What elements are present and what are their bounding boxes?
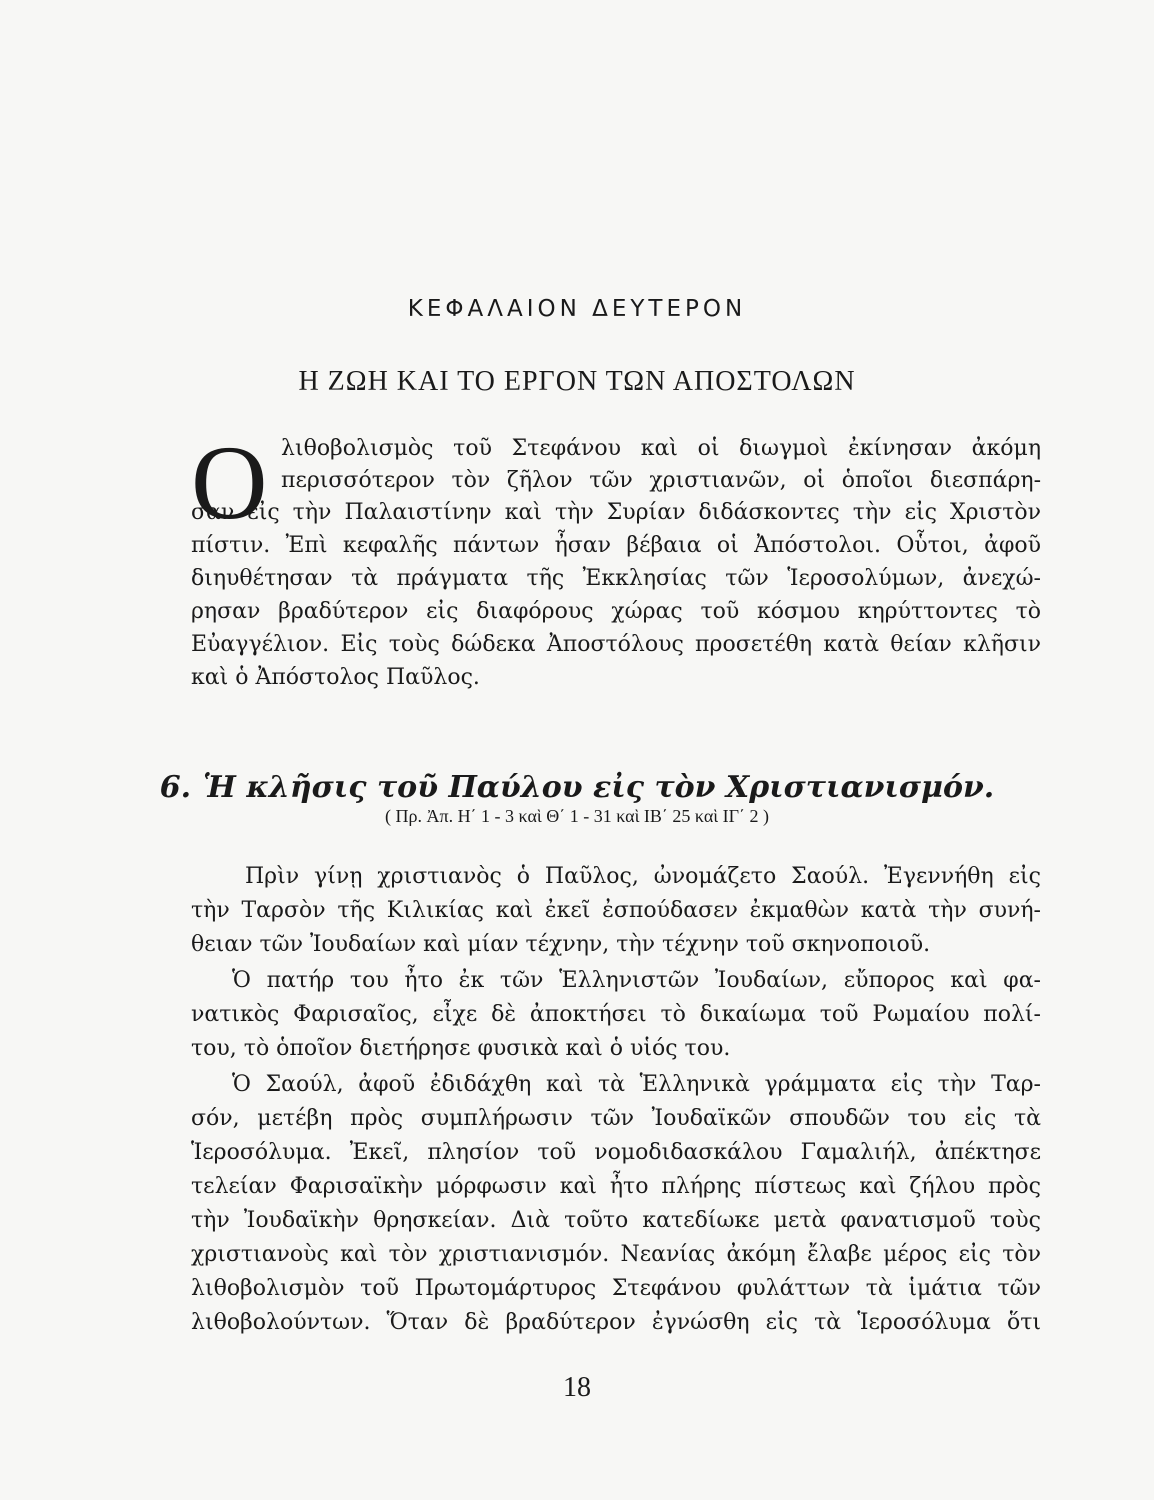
text-line: Ὁ Σαούλ, ἀφοῦ ἐδιδάχθη καὶ τὰ Ἑλληνικὰ γράμματα εἰς τὴν Ταρ- [232, 1072, 1041, 1097]
text-line: του, τὸ ὁποῖον διετήρησε φυσικὰ καὶ ὁ υἱός του. [191, 1036, 731, 1061]
text-line: τὴν Ἰουδαϊκὴν θρησκείαν. Διὰ τοῦτο κατεδίωκε μετὰ φανατισμοῦ τοὺς [191, 1208, 1041, 1233]
drop-cap: Ο [191, 424, 268, 541]
text-line: θειαν τῶν Ἰουδαίων καὶ μίαν τέχνην, τὴν τέχνην τοῦ σκηνοποιοῦ. [191, 932, 931, 957]
text-line: λιθοβολισμὸς τοῦ Στεφάνου καὶ οἱ διωγμοὶ ἐκίνησαν ἀκόμη [281, 436, 1041, 461]
chapter-heading: ΚΕΦΑΛΑΙΟΝ ΔΕΥΤΕΡΟΝ [407, 296, 747, 322]
section-number: 6. [159, 770, 192, 805]
text-line: λιθοβολισμὸν τοῦ Πρωτομάρτυρος Στεφάνου φυλάττων τὰ ἱμάτια τῶν [191, 1276, 1041, 1301]
text-line: νατικὸς Φαρισαῖος, εἶχε δὲ ἀποκτήσει τὸ δικαίωμα τοῦ Ρωμαίου πολί- [191, 1002, 1041, 1027]
chapter-title: Η ΖΩΗ ΚΑΙ ΤΟ ΕΡΓΟΝ ΤΩΝ ΑΠΟΣΤΟΛΩΝ [298, 366, 856, 397]
text-line: Εὐαγγέλιον. Εἰς τοὺς δώδεκα Ἀποστόλους προσετέθη κατὰ θείαν κλῆσιν [191, 632, 1041, 657]
text-line: λιθοβολούντων. Ὅταν δὲ βραδύτερον ἐγνώσθη εἰς τὰ Ἱεροσόλυμα ὅτι [191, 1310, 1041, 1335]
text-line: περισσότερον τὸν ζῆλον τῶν χριστιανῶν, οἱ ὁποῖοι διεσπάρη- [281, 468, 1041, 493]
text-line: πίστιν. Ἐπὶ κεφαλῆς πάντων ἦσαν βέβαια οἱ Ἀπόστολοι. Οὗτοι, ἀφοῦ [191, 533, 1041, 558]
text-line: τὴν Ταρσὸν τῆς Κιλικίας καὶ ἐκεῖ ἐσπούδασεν ἐκμαθὼν κατὰ τὴν συνή- [191, 898, 1041, 923]
text-line: ρησαν βραδύτερον εἰς διαφόρους χώρας τοῦ κόσμου κηρύττοντες τὸ [191, 599, 1041, 624]
section-title [0, 770, 1154, 805]
section-title-text: Ἡ κλῆσις τοῦ Παύλου εἰς τὸν Χριστιανισμόν. [203, 770, 995, 805]
section-reference: ( Πρ. Ἀπ. Η΄ 1 - 3 καὶ Θ΄ 1 - 31 καὶ ΙΒ΄ 25 καὶ ΙΓ΄ 2 ) [385, 806, 769, 826]
text-line: Ἱεροσόλυμα. Ἐκεῖ, πλησίον τοῦ νομοδιδασκάλου Γαμαλιήλ, ἀπέκτησε [191, 1140, 1041, 1165]
text-line: Ὁ πατήρ του ἦτο ἐκ τῶν Ἑλληνιστῶν Ἰουδαίων, εὔπορος καὶ φα- [232, 968, 1041, 993]
text-line: διηυθέτησαν τὰ πράγματα τῆς Ἐκκλησίας τῶν Ἱεροσολύμων, ἀνεχώ- [191, 566, 1041, 591]
text-line: τελείαν Φαρισαϊκὴν μόρφωσιν καὶ ἦτο πλήρης πίστεως καὶ ζήλου πρὸς [191, 1174, 1041, 1199]
text-line: καὶ ὁ Ἀπόστολος Παῦλος. [191, 665, 480, 690]
text-line: σόν, μετέβη πρὸς συμπλήρωσιν τῶν Ἰουδαϊκῶν σπουδῶν του εἰς τὰ [191, 1106, 1041, 1131]
text-line: Πρὶν γίνῃ χριστιανὸς ὁ Παῦλος, ὠνομάζετο Σαούλ. Ἐγεννήθη εἰς [245, 864, 1041, 889]
text-line: σαν εἰς τὴν Παλαιστίνην καὶ τὴν Συρίαν διδάσκοντες τὴν εἰς Χριστὸν [191, 500, 1041, 525]
page-number: 18 [563, 1372, 591, 1403]
text-line: χριστιανοὺς καὶ τὸν χριστιανισμόν. Νεανίας ἀκόμη ἔλαβε μέρος εἰς τὸν [191, 1242, 1041, 1267]
